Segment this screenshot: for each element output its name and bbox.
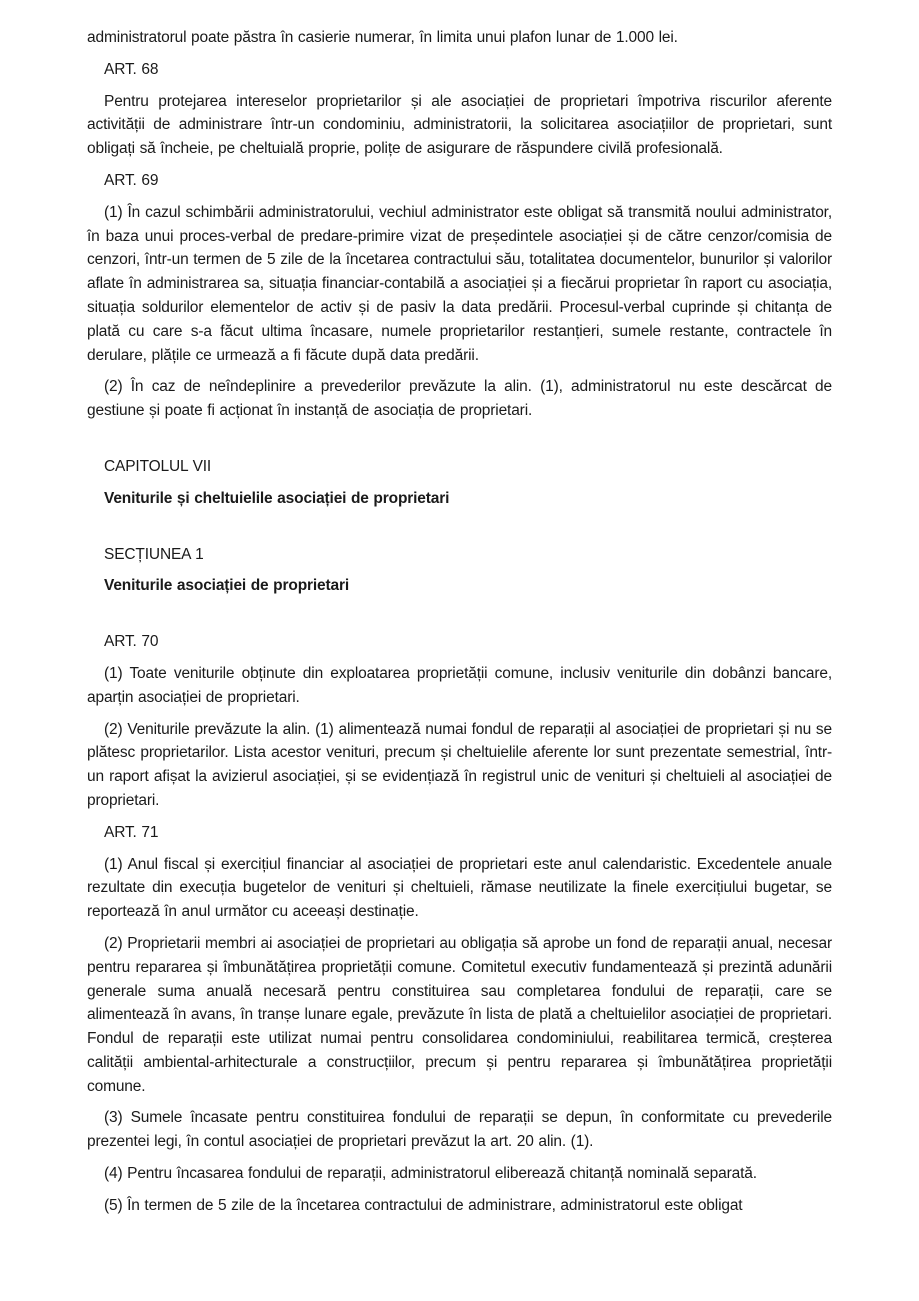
article-71-par-3: (3) Sumele încasate pentru constituirea fondului de reparații se depun, în conformitate cu prevederile prezentei legi, în contul asociației de proprietari prevăzut la art. 20 alin. (1). xyxy=(87,1109,832,1151)
paragraph-continuation: administratorul poate păstra în casierie numerar, în limita unui plafon lunar de 1.000 lei. xyxy=(87,29,678,46)
chapter-7-heading: CAPITOLUL VII xyxy=(104,457,212,475)
article-71-par-1: (1) Anul fiscal și exercițiul financiar al asociației de proprietari este anul calendaristic. Excedentele anuale rezultate din execuția bugetelor de venituri și cheltuieli, rămase neutilizate la finele exercițiului bugetar, se reportează în anul următor cu aceeași destinație. xyxy=(87,855,832,921)
article-71-par-4: (4) Pentru încasarea fondului de reparații, administratorul eliberează chitanță nominală separată. xyxy=(104,1165,757,1183)
article-70-label: ART. 70 xyxy=(104,633,159,651)
chapter-7-title: Veniturile și cheltuielile asociației de proprietari xyxy=(104,489,450,507)
article-68-label: ART. 68 xyxy=(104,60,159,78)
article-71-par-2: (2) Proprietarii membri ai asociației de proprietari au obligația să aprobe un fond de reparații anual, necesar pentru repararea și îmbunătățirea proprietății comune. Comitetul executiv fundamentează și prezintă adunării generale suma anuală necesară pentru constituirea sau completarea fondului de reparații, care se alimentează în avans, în tranșe lunare egale, prevăzute în lista de plată a cheltuielilor asociației de proprietari. Fondul de reparații este utilizat numai pentru consolidarea condominiului, reabilitarea termică, creșterea calității ambiental-arhitecturale a construcțiilor, precum și pentru repararea și îmbunătățirea proprietății comune. xyxy=(87,934,832,1095)
article-70-par-1: (1) Toate veniturile obținute din exploatarea proprietății comune, inclusiv veniturile din dobânzi bancare, aparțin asociației de proprietari. xyxy=(87,664,832,706)
article-69-label: ART. 69 xyxy=(104,171,159,189)
section-1-heading: SECȚIUNEA 1 xyxy=(104,545,204,563)
article-68-body: Pentru protejarea intereselor proprietarilor și ale asociației de proprietari împotriva riscurilor aferente activității de administrare într-un condominiu, administratorii, la solicitarea asociațiilor de proprietari, sunt obligați să încheie, pe cheltuială proprie, polițe de asigurare de răspundere civilă profesională. xyxy=(87,92,832,158)
section-1-title: Veniturile asociației de proprietari xyxy=(104,577,350,595)
article-71-label: ART. 71 xyxy=(104,823,159,841)
article-71-par-5: (5) În termen de 5 zile de la încetarea contractului de administrare, administratorul este obligat xyxy=(104,1196,743,1214)
article-69-par-2: (2) În caz de neîndeplinire a prevederilor prevăzute la alin. (1), administratorul nu este descărcat de gestiune și poate fi acționat în instanță de asociația de proprietari. xyxy=(87,378,832,420)
article-70-par-2: (2) Veniturile prevăzute la alin. (1) alimentează numai fondul de reparații al asociației de proprietari și nu se plătesc proprietarilor. Lista acestor venituri, precum și cheltuielile aferente lor sunt prezentate semestrial, într-un raport afișat la avizierul asociației, și se evidențiază în registrul unic de venituri și cheltuieli al asociației de proprietari. xyxy=(87,720,832,809)
article-69-par-1: (1) În cazul schimbării administratorului, vechiul administrator este obligat să transmită noului administrator, în baza unui proces-verbal de predare-primire vizat de președintele asociației și de către cenzor/comisia de cenzori, într-un termen de 5 zile de la încetarea contractului său, totalitatea documentelor, bunurilor și valorilor aflate în administrarea sa, situația financiar-contabilă a asociației și a fiecărui proprietar în raport cu asociația, situația soldurilor elementelor de activ și de pasiv la data predării. Procesul-verbal cuprinde și chitanța de plată cu care s-a făcut ultima încasare, numele proprietarilor restanțieri, sumele restante, contractele în derulare, plățile ce urmează a fi făcute după data predării. xyxy=(87,203,832,364)
